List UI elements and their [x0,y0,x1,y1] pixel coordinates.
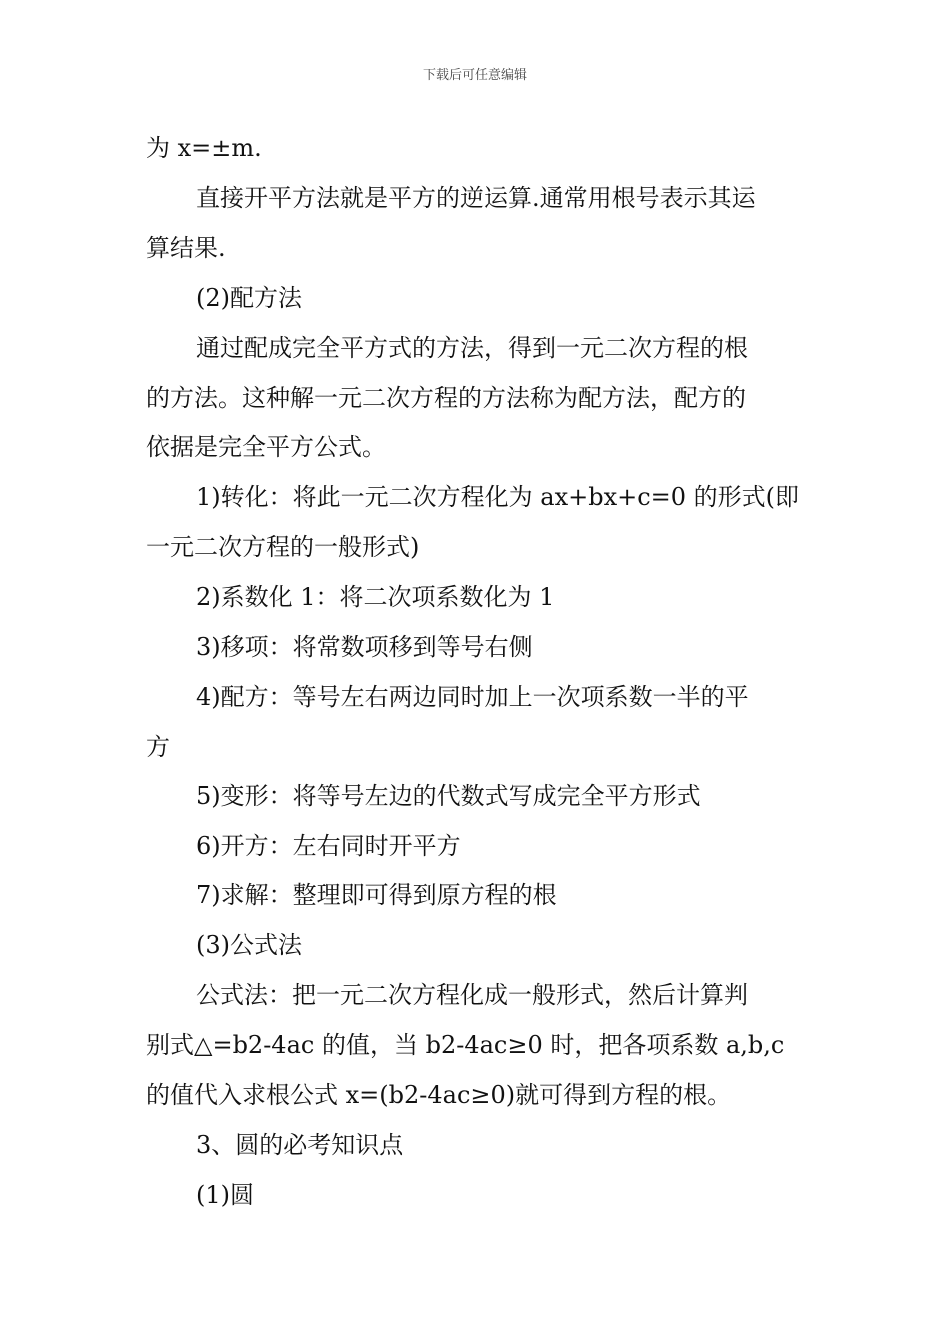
text-line: 的方法。这种解一元二次方程的方法称为配方法，配方的 [146,384,746,412]
text-line: 方 [146,733,170,761]
text-line: 依据是完全平方公式。 [146,433,386,461]
text-line: 4)配方：等号左右两边同时加上一次项系数一半的平 [196,683,749,711]
section-heading: (2)配方法 [196,284,302,312]
text-line: 6)开方：左右同时开平方 [196,832,461,860]
text-line: 1)转化：将此一元二次方程化为 ax+bx+c=0 的形式(即 [196,483,800,511]
text-line: 直接开平方法就是平方的逆运算.通常用根号表示其运 [196,184,756,212]
text-line: 一元二次方程的一般形式) [146,533,420,561]
text-line: 算结果. [146,234,226,262]
text-line: 通过配成完全平方式的方法，得到一元二次方程的根 [196,334,748,362]
text-line: 3)移项：将常数项移到等号右侧 [196,633,533,661]
text-line: 的值代入求根公式 x=(b2-4ac≥0)就可得到方程的根。 [146,1081,732,1109]
text-line: 2)系数化 1：将二次项系数化为 1 [196,583,555,611]
section-heading: 3、圆的必考知识点 [196,1131,404,1159]
text-line: 为 x=±m. [146,134,262,162]
text-line: 5)变形：将等号左边的代数式写成完全平方形式 [196,782,701,810]
page-header: 下载后可任意编辑 [422,68,527,83]
section-heading: (3)公式法 [196,931,302,959]
text-line: 别式△=b2-4ac 的值，当 b2-4ac≥0 时，把各项系数 a,b,c [146,1031,785,1059]
text-line: 公式法：把一元二次方程化成一般形式，然后计算判 [196,981,748,1009]
text-line: 7)求解：整理即可得到原方程的根 [196,881,557,909]
section-heading: (1)圆 [196,1181,254,1209]
